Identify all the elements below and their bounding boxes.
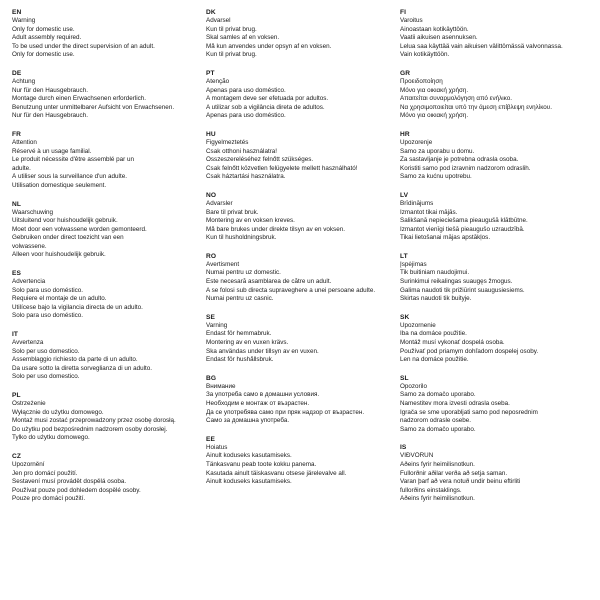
warning-heading: Įspėjimas: [400, 260, 427, 268]
warning-text-line: To be used under the direct supervision of an adult.: [12, 42, 155, 50]
language-code: DE: [12, 69, 22, 77]
warning-text-line: Za sastavljanje je potrebna odrasla osoba.: [400, 156, 519, 164]
warning-text-line: Összeszereléséhez felnőtt szükséges.: [206, 156, 314, 164]
warning-heading: Brīdinājums: [400, 199, 434, 207]
language-block-hr: [400, 130, 586, 182]
language-block-nl: [12, 200, 198, 261]
warning-heading: Advarsel: [206, 17, 231, 24]
language-columns: [12, 8, 590, 513]
warning-text-line: Používat pouze pod dohledem dospělé osoby.: [12, 486, 141, 494]
language-code: DK: [206, 9, 216, 16]
language-column: [400, 8, 586, 513]
warning-text-line: adulte.: [12, 164, 31, 172]
warning-text-line: Only for domestic use.: [12, 25, 75, 33]
warning-text-line: Numai pentru uz domestic.: [206, 269, 281, 277]
warning-text-line: Μόνο για οικιακή χρήση.: [400, 86, 469, 94]
language-block-dk: [206, 8, 392, 60]
warning-text-line: Nur für den Hausgebrauch.: [12, 86, 88, 94]
warning-text-line: Csak otthoni használatra!: [206, 147, 278, 155]
warning-text-line: Moet door een volwassene worden gemonteerd.: [12, 225, 147, 233]
warning-text-line: A se folosi sub directa supraveghere a unei persoane adulte.: [206, 286, 376, 294]
language-block-se: [206, 313, 392, 365]
warning-text-line: Csak felnőtt közvetlen felügyelete mellett használható!: [206, 164, 358, 172]
warning-text-line: Numai pentru uz casnic.: [206, 295, 274, 303]
warning-text-line: Ainoastaan kotikäyttöön.: [400, 25, 469, 33]
warning-text-line: Uitsluitend voor huishoudelijk gebruik.: [12, 217, 118, 225]
warning-heading: Opozorilo: [400, 382, 427, 390]
warning-text-line: Да се употребява само при пряк надзор от възрастен.: [206, 408, 365, 416]
language-block-es: [12, 269, 198, 321]
warning-text-line: Leluа saa käyttää vain aikuisen välittömässä valvonnassa.: [400, 42, 563, 50]
language-code: SK: [400, 313, 410, 321]
language-code: BG: [206, 374, 217, 382]
warning-heading: VIÐVÖRUN: [400, 452, 434, 460]
language-code: IS: [400, 444, 407, 452]
warning-text-line: Solo para uso doméstico.: [12, 312, 84, 320]
warning-text-line: Endast för hemmabruk.: [206, 330, 272, 338]
warning-text-line: Iba na domáce použitie.: [400, 330, 467, 338]
warning-text-line: Необходим е монтаж от възрастен.: [206, 400, 310, 407]
language-code: GR: [400, 69, 411, 77]
warning-text-line: Tänkasvanu peab toote kokku panema.: [206, 460, 317, 468]
warning-text-line: Surinkimui reikalingas suaugęs žmogus.: [400, 278, 513, 286]
warning-text-line: Aðeins fyrir heimilisnotkun.: [400, 495, 475, 503]
language-code: PT: [206, 69, 215, 77]
warning-text-line: Assemblaggio richiesto da parte di un adulto.: [12, 356, 138, 364]
warning-text-line: Alleen voor huishoudelijk gebruik.: [12, 251, 106, 259]
language-block-fr: [12, 130, 198, 191]
language-code: FR: [12, 130, 21, 138]
language-block-it: [12, 330, 198, 382]
warning-text-line: Kasutada ainult täiskasvanu otsese järelevalve all.: [206, 469, 347, 477]
warning-text-line: Adult assembly required.: [12, 34, 82, 42]
warning-heading: Upozorenje: [400, 138, 433, 146]
warning-text-line: Utilisation domestique seulement.: [12, 181, 107, 189]
warning-heading: Warning: [12, 17, 36, 24]
warning-text-line: Endast för hushållsbruk.: [206, 356, 274, 364]
warning-text-line: Να χρησιμοποιείται υπό την άμεση επίβλεψη ενηλίκου.: [400, 103, 552, 111]
warning-text-line: Csak háztartási használatra.: [206, 173, 286, 181]
warning-text-line: Montaż musi zostać przeprowadzony przez osobę dorosłą.: [12, 417, 176, 425]
warning-text-line: Απαιτείται συναρμολόγηση από ενήλικο.: [400, 95, 512, 103]
language-code: SE: [206, 313, 215, 321]
warning-text-line: Requiere el montaje de un adulto.: [12, 295, 107, 303]
warning-text-line: Samo za domačo uporabo.: [400, 391, 476, 399]
language-block-no: [206, 191, 392, 243]
warning-text-line: За употреба само в домашни условия.: [206, 391, 320, 399]
language-block-en: [12, 8, 198, 60]
warning-text-line: volwassene.: [12, 242, 47, 250]
language-block-fi: [400, 8, 586, 60]
warning-heading: Προειδοποίηση: [400, 77, 443, 85]
warning-text-line: Ska användas under tillsyn av en vuxen.: [206, 347, 319, 355]
warning-text-line: Vaatii aikuisen asennuksen.: [400, 34, 478, 42]
language-column: [12, 8, 198, 513]
warning-heading: Varning: [206, 321, 228, 329]
warning-text-line: Igrača se sme uporabljati samo pod neposrednim: [400, 408, 538, 416]
language-block-pl: [12, 391, 198, 443]
language-block-sk: [400, 313, 586, 365]
warning-text-line: fullorðins einstaklings.: [400, 486, 462, 494]
warning-text-line: Sestavení musí provádět dospělá osoba.: [12, 478, 127, 486]
language-block-ro: [206, 252, 392, 304]
warning-text-line: Galima naudoti tik prižiūrint suaugusiesiems.: [400, 286, 525, 294]
warning-text-line: Tikai lietošanai mājas apstākļos.: [400, 234, 491, 242]
warning-heading: Attention: [12, 138, 37, 146]
warning-text-line: Montáž musí vykonať dospelá osoba.: [400, 339, 505, 347]
warning-text-line: Le produit nécessite d'être assemblé par un: [12, 156, 134, 164]
warning-text-line: A utilizar sob a vigilância direta de adultos.: [206, 103, 325, 111]
warning-heading: Figyelmeztetés: [206, 138, 249, 146]
warning-heading: Waarschuwing: [12, 208, 54, 216]
warning-text-line: Réservé à un usage familial.: [12, 147, 92, 155]
language-column: [206, 8, 392, 513]
warning-text-line: Gebruiken onder direct toezicht van een: [12, 234, 124, 242]
warning-text-line: Bare til privat bruk.: [206, 208, 259, 216]
warning-text-line: Ainult koduseks kasutamiseks.: [206, 478, 292, 486]
warning-text-line: Do użytku pod bezpośrednim nadzorem osoby dorosłej.: [12, 425, 168, 433]
warning-text-line: Only for domestic use.: [12, 51, 75, 59]
warning-text-line: Len na domáce použitie.: [400, 356, 469, 364]
warning-text-line: Utilícese bajo la vigilancia directa de un adulto.: [12, 303, 143, 311]
warning-text-line: nadzorom odrasle osebe.: [400, 417, 472, 425]
language-code: EE: [206, 435, 215, 443]
language-code: PL: [12, 392, 21, 399]
warning-heading: Atenção: [206, 77, 230, 85]
warning-text-line: À utiliser sous la surveillance d'un adulte.: [12, 173, 127, 181]
language-block-de: [12, 69, 198, 121]
warning-text-line: Skirtas naudoti tik buityje.: [400, 295, 472, 303]
warning-text-line: Apenas para uso doméstico.: [206, 112, 286, 120]
warning-text-line: A montagem deve ser efetuada por adultos.: [206, 95, 329, 103]
warning-heading: Upozornenie: [400, 321, 436, 329]
warning-heading: Advertencia: [12, 278, 46, 286]
warning-text-line: Používať pod priamym dohľadom dospelej osoby.: [400, 347, 539, 355]
warning-text-line: Apenas para uso doméstico.: [206, 86, 286, 94]
language-code: LT: [400, 252, 408, 260]
language-code: HU: [206, 130, 216, 138]
language-code: SL: [400, 374, 409, 382]
language-block-sl: [400, 374, 586, 435]
language-block-hu: [206, 130, 392, 182]
warning-text-line: Μόνο για οικιακή χρήση.: [400, 112, 469, 120]
warning-text-line: Este necesară asamblarea de către un adult.: [206, 278, 332, 286]
warning-heading: Avertisment: [206, 260, 240, 268]
language-block-pt: [206, 69, 392, 121]
warning-text-line: Da usare sotto la diretta sorveglianza di un adulto.: [12, 364, 153, 372]
warning-text-line: Skal samles af en voksen.: [206, 34, 280, 42]
warning-heading: Advarsler: [206, 199, 233, 207]
warning-text-line: Varan þarf að vera notuð undir beinu eftirliti: [400, 478, 521, 486]
language-block-is: [400, 443, 586, 504]
language-block-bg: [206, 374, 392, 426]
warning-text-line: Solo per uso domestico.: [12, 347, 80, 355]
language-block-cz: [12, 452, 198, 504]
warning-heading: Внимание: [206, 382, 236, 390]
language-code: EN: [12, 9, 22, 16]
language-block-lv: [400, 191, 586, 243]
language-block-gr: [400, 69, 586, 121]
warning-text-line: Jen pro domácí použití.: [12, 469, 78, 477]
warning-heading: Achtung: [12, 77, 36, 85]
warning-text-line: Montering av en vuxen krävs.: [206, 339, 289, 347]
warning-text-line: Samo za kućnu upotrebu.: [400, 173, 472, 181]
language-code: RO: [206, 252, 217, 260]
warning-text-line: Benutzung unter unmittelbarer Aufsicht von Erwachsenen.: [12, 103, 175, 111]
warning-text-line: Pouze pro domácí použití.: [12, 495, 86, 503]
warning-text-line: Tylko do użytku domowego.: [12, 434, 90, 442]
warning-text-line: Må bare brukes under direkte tilsyn av en voksen.: [206, 225, 345, 233]
warning-text-line: Montering av en voksen kreves.: [206, 217, 295, 225]
language-code: FI: [400, 9, 407, 16]
warning-text-line: Namestitev mora izvesti odrasla oseba.: [400, 400, 510, 407]
warning-heading: Ostrzeżenie: [12, 400, 46, 407]
warning-text-line: Kun til privat brug.: [206, 51, 257, 59]
warning-text-line: Koristiti samo pod izravnim nadzorom odraslih.: [400, 164, 531, 172]
warning-text-line: Ainult koduseks kasutamiseks.: [206, 452, 292, 460]
language-block-ee: [206, 435, 392, 487]
warning-heading: Hoiatus: [206, 443, 228, 451]
warning-text-line: Solo per uso domestico.: [12, 373, 80, 381]
language-block-lt: [400, 252, 586, 304]
warning-text-line: Samo za uporabu u domu.: [400, 147, 475, 155]
warning-text-line: Izmantot vienīgi tiešā pieaugušo uzraudzībā.: [400, 225, 525, 233]
warning-text-line: Nur für den Hausgebrauch.: [12, 112, 88, 120]
warning-text-line: Izmantot tikai mājās.: [400, 208, 458, 216]
warning-text-line: Solo para uso doméstico.: [12, 286, 84, 294]
warning-text-line: Salikšanā nepieciešama pieaugušā klātbūtne.: [400, 217, 528, 225]
warning-text-line: Vain kotikäyttöön.: [400, 51, 450, 59]
warning-text-line: Wyłącznie do użytku domowego.: [12, 408, 104, 416]
language-code: NO: [206, 191, 217, 199]
language-code: CZ: [12, 452, 21, 460]
warning-text-line: Aðeins fyrir heimilisnotkun.: [400, 460, 475, 468]
warning-heading: Varoitus: [400, 17, 423, 24]
language-code: IT: [12, 331, 19, 339]
language-code: ES: [12, 270, 21, 278]
language-code: HR: [400, 130, 410, 138]
warning-text-line: Samo za domačo uporabo.: [400, 425, 476, 433]
warning-text-line: Fullorðnir aðilar verða að setja saman.: [400, 469, 508, 477]
language-code: LV: [400, 191, 409, 199]
warning-text-line: Må kun anvendes under opsyn af en voksen.: [206, 42, 332, 50]
language-code: NL: [12, 200, 21, 208]
warning-text-line: Само за домашна употреба.: [206, 417, 290, 425]
warning-text-line: Tik buitiniam naudojimui.: [400, 269, 470, 277]
warning-heading: Avvertenza: [12, 339, 44, 347]
warning-text-line: Kun til privat brug.: [206, 25, 257, 33]
warning-heading: Upozornění: [12, 460, 45, 468]
warning-text-line: Kun til husholdningsbruk.: [206, 234, 277, 242]
warning-text-line: Montage durch einen Erwachsenen erforderlich.: [12, 95, 147, 103]
